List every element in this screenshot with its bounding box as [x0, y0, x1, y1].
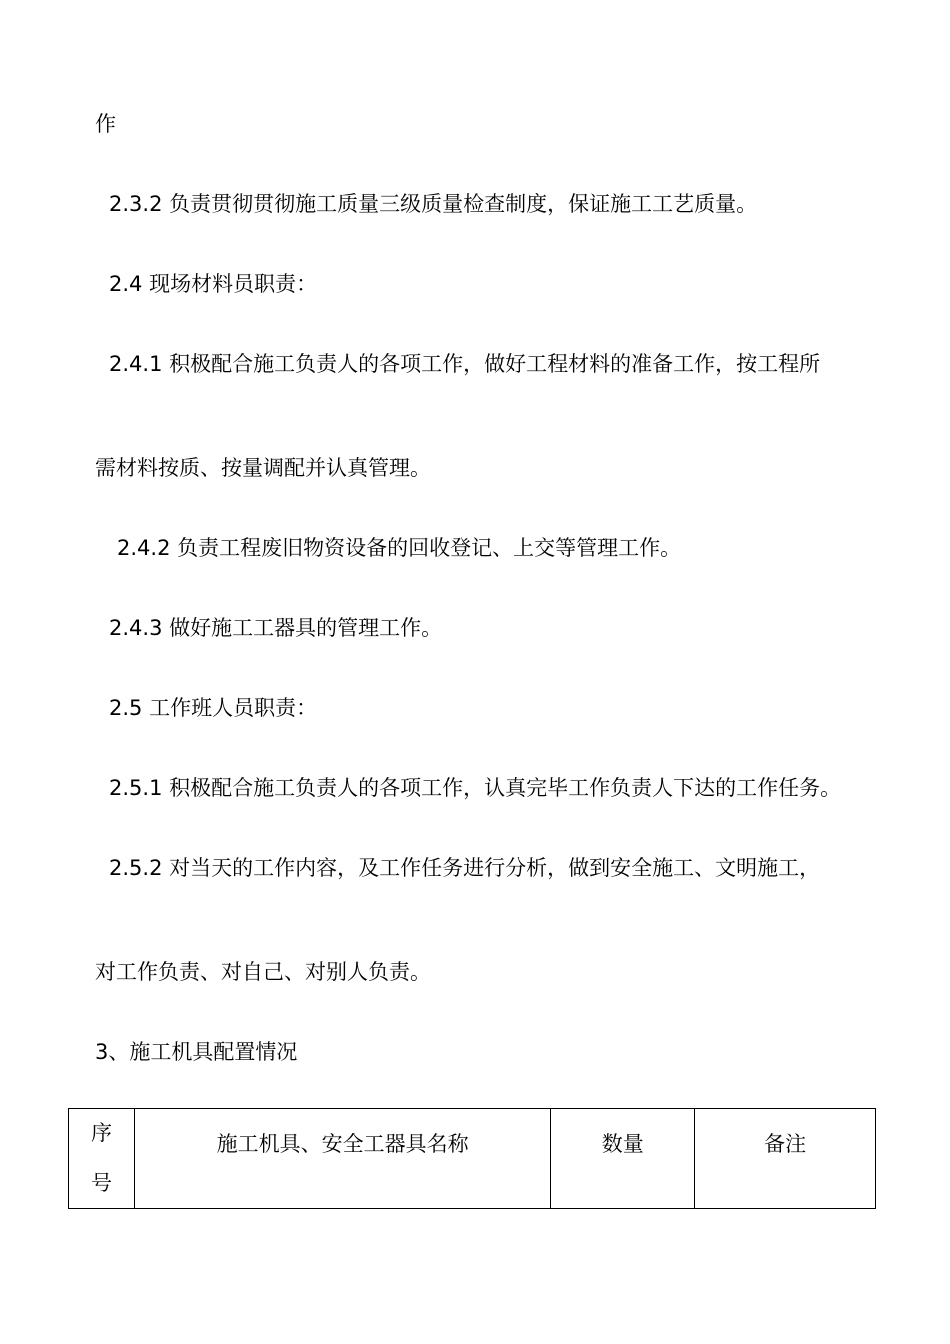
header-name-label: 施工机具、安全工器具名称	[216, 1132, 469, 1156]
paragraph-2-3-2: 2.3.2 负责贯彻贯彻施工质量三级质量检查制度，保证施工工艺质量。	[109, 192, 758, 216]
equipment-table	[68, 1108, 876, 1209]
header-serial-label: 序号	[90, 1121, 112, 1195]
paragraph-2-4-1-continued: 需材料按质、按量调配并认真管理。	[95, 456, 431, 480]
header-quantity-label: 数量	[601, 1132, 644, 1156]
heading-2-4: 2.4 现场材料员职责：	[109, 272, 318, 296]
paragraph-continuation: 作	[95, 112, 116, 136]
header-cell-name	[134, 1109, 550, 1209]
header-cell-quantity	[551, 1109, 695, 1209]
header-remarks-label: 备注	[764, 1132, 807, 1156]
paragraph-2-5-1: 2.5.1 积极配合施工负责人的各项工作，认真完毕工作负责人下达的工作任务。	[109, 776, 842, 800]
paragraph-2-4-1: 2.4.1 积极配合施工负责人的各项工作，做好工程材料的准备工作，按工程所	[109, 352, 821, 376]
paragraph-2-5-2: 2.5.2 对当天的工作内容，及工作任务进行分析，做到安全施工、文明施工，	[109, 856, 821, 880]
header-cell-remarks	[695, 1109, 876, 1209]
table-header-row	[69, 1109, 876, 1209]
heading-2-5: 2.5 工作班人员职责：	[109, 696, 318, 720]
section-heading-3: 3、施工机具配置情况	[95, 1040, 298, 1064]
header-cell-serial	[69, 1109, 135, 1209]
paragraph-2-5-2-continued: 对工作负责、对自己、对别人负责。	[95, 960, 431, 984]
paragraph-2-4-3: 2.4.3 做好施工工器具的管理工作。	[109, 616, 443, 640]
paragraph-2-4-2: 2.4.2 负责工程废旧物资设备的回收登记、上交等管理工作。	[117, 536, 682, 560]
